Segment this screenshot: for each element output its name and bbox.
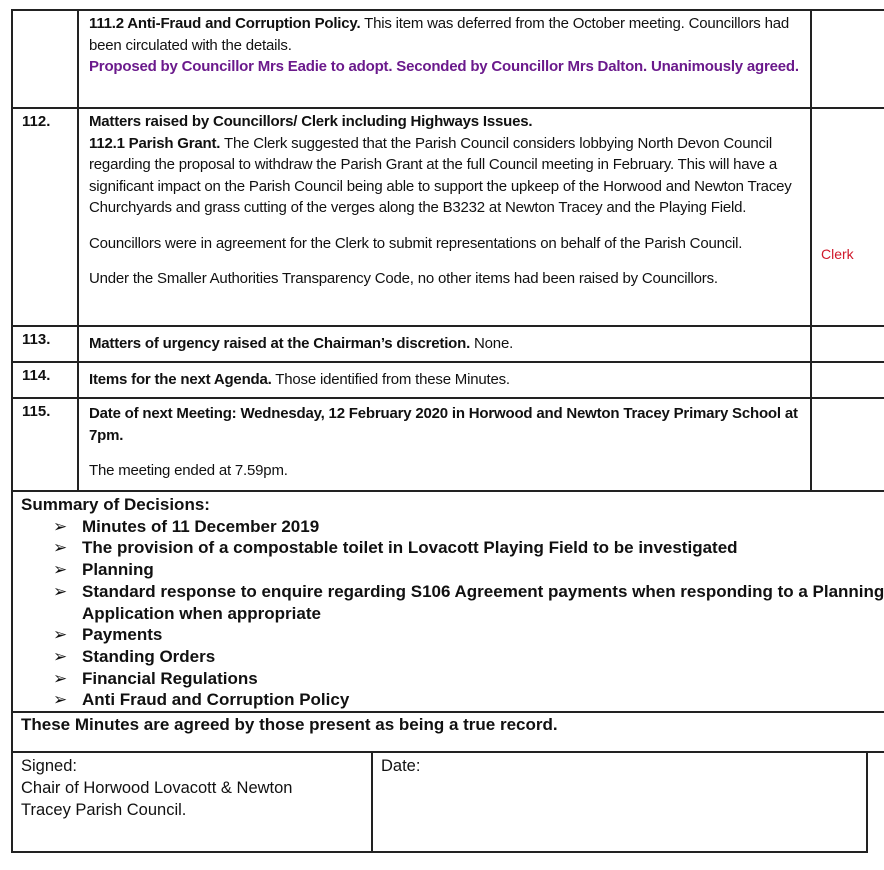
arrow-bullet-icon: ➢ (53, 516, 68, 536)
arrow-bullet-icon: ➢ (53, 625, 68, 645)
action-cell (811, 326, 884, 362)
decision-item: ➢ Standing Orders (53, 646, 216, 666)
item-content (78, 108, 811, 326)
chair-line-1: Chair of Horwood Lovacott & Newton (21, 779, 293, 798)
arrow-bullet-icon: ➢ (53, 538, 68, 558)
arrow-bullet-icon: ➢ (53, 560, 68, 580)
agreed-statement: These Minutes are agreed by those present as being a true record. (12, 712, 884, 752)
sub-item-text: The Clerk suggested that the Parish Council considers lobbying North Devon Council regarding the proposal to withdraw the Parish Grant at the full Council meeting in February. This will have a significant impact on the Parish Council being able to support the upkeep of the Horwood and Newton Tracey Churchyards and grass cutting of the verges along the B3232 at Newton Tracey and the Playing Field. (89, 134, 792, 216)
arrow-bullet-icon: ➢ (53, 581, 68, 601)
item-paragraph (89, 133, 800, 219)
item-number (12, 10, 78, 108)
item-content (78, 362, 811, 398)
signature-table (11, 751, 868, 853)
action-cell (811, 108, 884, 326)
minute-row-113 (12, 326, 884, 362)
agreed-row (12, 712, 884, 752)
item-heading: Matters of urgency raised at the Chairman’s discretion. (89, 335, 471, 352)
item-text: Those identified from these Minutes. (271, 371, 510, 388)
decision-item: ➢ The provision of a compostable toilet in Lovacott Playing Field to be investigated (53, 538, 738, 558)
summary-title: Summary of Decisions: (21, 495, 210, 514)
minute-row-111-2 (12, 10, 884, 108)
signed-cell (12, 752, 372, 852)
item-paragraph (89, 13, 800, 56)
item-paragraph: Councillors were in agreement for the Clerk to submit representations on behalf of the Parish Council. (89, 234, 743, 252)
decision-item: ➢ Minutes of 11 December 2019 (53, 516, 320, 536)
item-heading: 111.2 Anti-Fraud and Corruption Policy. (89, 15, 361, 32)
sub-item-heading: 112.1 Parish Grant. (89, 134, 221, 152)
item-paragraph: Under the Smaller Authorities Transparency Code, no other items had been raised by Councillors. (89, 270, 718, 287)
item-text: This item was deferred from the October meeting. Councillors had been circulated with the details. (89, 15, 790, 54)
arrow-bullet-icon: ➢ (53, 690, 68, 710)
item-number: 114. (12, 362, 78, 398)
chair-line-2: Tracey Parish Council. (21, 801, 187, 820)
arrow-bullet-icon: ➢ (53, 646, 68, 666)
item-number: 112. (12, 108, 78, 326)
decision-item: ➢ Standard response to enquire regarding S106 Agreement payments when responding to a Planning Application when appropriate (53, 581, 884, 623)
item-content (78, 398, 811, 491)
item-number: 115. (12, 398, 78, 491)
item-heading: Items for the next Agenda. (89, 371, 272, 388)
action-cell (811, 362, 884, 398)
action-cell (811, 10, 884, 108)
summary-row (12, 491, 884, 712)
resolution-text: Proposed by Councillor Mrs Eadie to adopt. Seconded by Councillor Mrs Dalton. Unanimously agreed. (89, 58, 799, 75)
item-content (78, 10, 811, 108)
signature-row (12, 752, 867, 852)
summary-of-decisions (12, 491, 884, 712)
decision-item: ➢ Planning (53, 560, 154, 580)
minutes-table (11, 9, 884, 753)
item-paragraph: The meeting ended at 7.59pm. (89, 462, 288, 479)
item-text: None. (470, 335, 514, 352)
date-label: Date: (381, 757, 421, 776)
date-cell (372, 752, 867, 852)
decision-item: ➢ Financial Regulations (53, 668, 258, 688)
decision-list (21, 516, 884, 711)
item-number: 113. (12, 326, 78, 362)
action-cell (811, 398, 884, 491)
minute-row-114 (12, 362, 884, 398)
item-heading: Date of next Meeting: Wednesday, 12 February 2020 in Horwood and Newton Tracey Primary School at 7pm. (89, 405, 798, 444)
minutes-page (11, 9, 884, 853)
item-content (78, 326, 811, 362)
minute-row-115 (12, 398, 884, 491)
minute-row-112 (12, 108, 884, 326)
decision-item: ➢ Payments (53, 625, 163, 645)
arrow-bullet-icon: ➢ (53, 668, 68, 688)
item-heading: Matters raised by Councillors/ Clerk including Highways Issues. (89, 113, 533, 130)
decision-item: ➢ Anti Fraud and Corruption Policy (53, 690, 350, 710)
signed-label: Signed: (21, 757, 77, 776)
action-owner: Clerk (821, 246, 854, 262)
